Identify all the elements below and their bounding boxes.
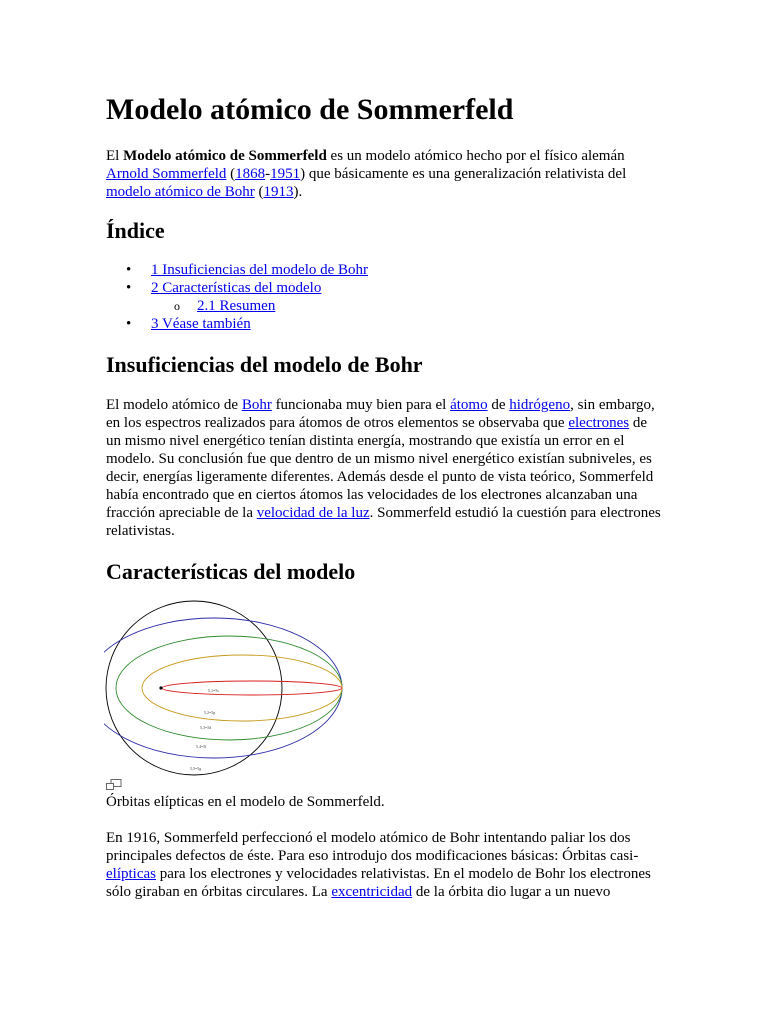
orbit-5s xyxy=(162,681,342,695)
link-elipticas[interactable]: elípticas xyxy=(106,866,156,882)
link-bohr[interactable]: Bohr xyxy=(241,397,272,413)
link-electrones[interactable]: electrones xyxy=(568,415,630,431)
section-heading-insuficiencias: Insuficiencias del modelo de Bohr xyxy=(106,352,423,377)
orbit-5d xyxy=(116,636,342,740)
intro-paragraph xyxy=(106,147,662,201)
magnify-icon[interactable] xyxy=(106,779,122,791)
orbit-label-5g: 5,5=5g xyxy=(190,766,202,771)
insuficiencias-paragraph xyxy=(106,396,662,540)
link-year-1913[interactable]: 1913 xyxy=(263,184,294,200)
toc-link-caracteristicas[interactable]: 2 Características del modelo xyxy=(151,280,322,296)
text: funcionaba muy bien para el xyxy=(271,397,451,413)
text: En 1916, Sommerfeld perfeccionó el modelo atómico de Bohr intentando paliar los dos principales defectos de éste. Para eso introdujo dos modificaciones básicas: Órbitas casi- xyxy=(106,830,639,864)
orbit-5f xyxy=(104,618,342,758)
link-excentricidad[interactable]: excentricidad xyxy=(331,884,413,900)
orbit-label-5s: 5,1=5s xyxy=(208,688,219,693)
orbit-5p xyxy=(142,655,342,721)
text: ( xyxy=(226,166,236,182)
toc-link-insuficiencias[interactable]: 1 Insuficiencias del modelo de Bohr xyxy=(151,262,369,278)
text: El xyxy=(106,148,124,164)
text: para los electrones y velocidades relativistas. En el modelo de Bohr los electrones sólo giraban en órbitas circulares. La xyxy=(106,866,651,900)
sommerfeld-orbits-figure[interactable] xyxy=(104,599,346,777)
sub-bullet-icon: o xyxy=(174,299,180,313)
text: de la órbita dio lugar a un nuevo xyxy=(412,884,611,900)
bullet-icon: • xyxy=(126,280,132,296)
page-title: Modelo atómico de Sommerfeld xyxy=(106,93,514,126)
text: , sin embargo, en los espectros realizados para átomos de otros elementos se observaba que xyxy=(106,397,655,431)
bullet-icon: • xyxy=(126,316,132,332)
text: ) que básicamente es una generalización relativista del xyxy=(300,166,627,182)
text: de un mismo nivel energético tenían distinta energía, mostrando que existía un error en el modelo. Su conclusión fue que dentro de un mismo nivel energético existían subniveles, es decir, energías ligeramente diferentes. Además desde el punto de vista teórico, Sommerfeld había encontrado que en ciertos átomos las velocidades de los electrones alcanzaban una fracción apreciable de la xyxy=(106,415,654,521)
link-bohr-model[interactable]: modelo atómico de Bohr xyxy=(106,184,255,200)
text: ). xyxy=(293,184,303,200)
link-velocidad-luz[interactable]: velocidad de la luz xyxy=(256,505,370,521)
toc-link-resumen[interactable]: 2.1 Resumen xyxy=(197,298,276,314)
toc-link-vease-tambien[interactable]: 3 Véase también xyxy=(151,316,251,332)
toc-heading: Índice xyxy=(106,218,165,243)
text: - xyxy=(265,166,271,182)
caracteristicas-paragraph xyxy=(106,829,662,901)
orbit-5g xyxy=(106,601,282,775)
link-year-1868[interactable]: 1868 xyxy=(235,166,266,182)
orbit-label-5p: 5,2=5p xyxy=(204,710,216,715)
figure-caption: Órbitas elípticas en el modelo de Sommerfeld. xyxy=(106,794,385,810)
orbit-label-5f: 5,4=5f xyxy=(196,744,207,749)
section-heading-caracteristicas: Características del modelo xyxy=(106,559,356,584)
link-year-1951[interactable]: 1951 xyxy=(270,166,301,182)
link-hidrogeno[interactable]: hidrógeno xyxy=(509,397,571,413)
orbit-label-5d: 5,3=5d xyxy=(200,725,212,730)
text: de xyxy=(487,397,510,413)
text: ( xyxy=(254,184,264,200)
text: El modelo atómico de xyxy=(106,397,242,413)
link-atomo[interactable]: átomo xyxy=(450,397,488,413)
nucleus xyxy=(159,686,162,689)
link-arnold-sommerfeld[interactable]: Arnold Sommerfeld xyxy=(106,166,227,182)
bullet-icon: • xyxy=(126,262,132,278)
text: es un modelo atómico hecho por el físico alemán xyxy=(326,148,625,164)
bold-term: Modelo atómico de Sommerfeld xyxy=(123,148,327,164)
text: . Sommerfeld estudió la cuestión para electrones relativistas. xyxy=(106,505,661,539)
